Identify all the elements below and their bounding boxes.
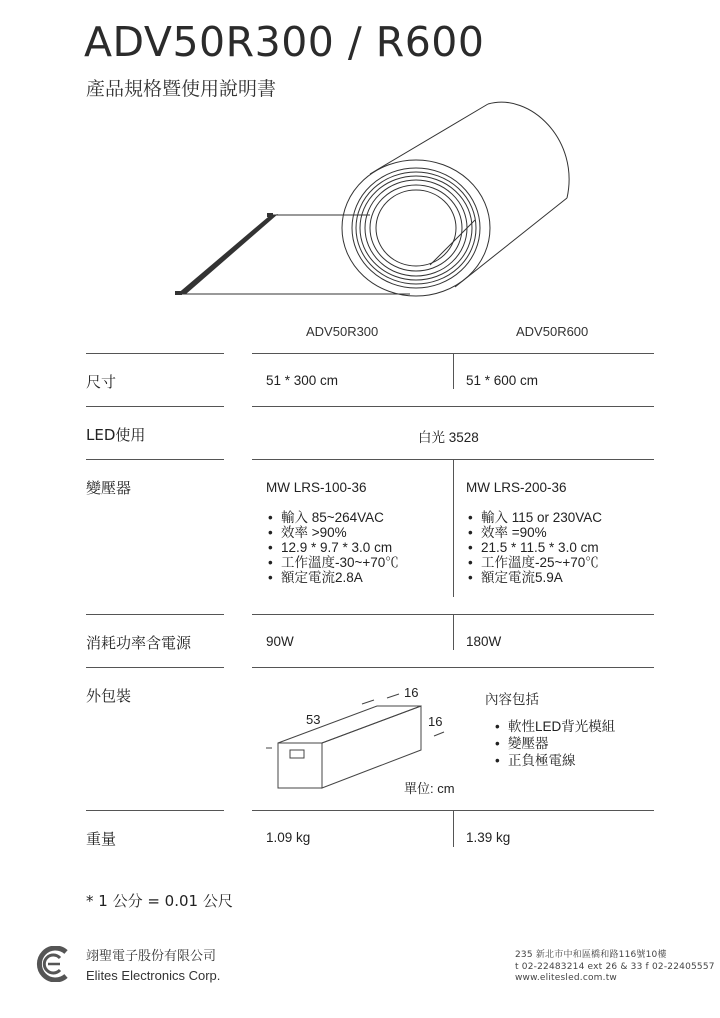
company-website[interactable]: www.elitesled.com.tw — [515, 973, 617, 983]
roll-ring-3 — [360, 176, 472, 280]
row-label-power: 消耗功率含電源 — [86, 634, 192, 652]
unit-note: * 1 公分 = 0.01 公尺 — [86, 892, 233, 910]
spec-item: • 21.5 * 11.5 * 3.0 cm — [466, 540, 602, 555]
document-subtitle: 產品規格暨使用說明書 — [86, 78, 277, 100]
spec-item: • 額定電流5.9A — [466, 570, 602, 585]
contents-item: • 軟性LED背光模組 — [493, 718, 615, 735]
spec-item: • 12.9 * 9.7 * 3.0 cm — [266, 540, 399, 555]
package-dim-side: 16 — [428, 714, 443, 729]
spec-item: • 效率 =90% — [466, 525, 602, 540]
contents-item: • 正負極電線 — [493, 752, 615, 769]
package-contents-title: 內容包括 — [485, 692, 539, 707]
transformer-model-r300: MW LRS-100-36 — [266, 480, 367, 495]
rule-label-2 — [86, 406, 224, 407]
contact-block — [515, 950, 715, 985]
sheet-corner-top — [267, 213, 273, 217]
rule-label-4 — [86, 614, 224, 615]
power-r600: 180W — [466, 634, 502, 649]
power-r300: 90W — [266, 634, 294, 649]
size-r600: 51 * 600 cm — [466, 373, 539, 388]
document-title: ADV50R300 / R600 — [84, 18, 485, 66]
dim-guide-top — [362, 700, 374, 704]
divider-weight — [453, 810, 454, 847]
roll-ring-6 — [376, 190, 456, 266]
weight-r300: 1.09 kg — [266, 830, 311, 845]
spec-item: • 工作溫度-25~+70℃ — [466, 555, 602, 570]
divider-transformer — [453, 459, 454, 597]
company-logo-icon — [36, 946, 72, 982]
dim-guide-side — [434, 732, 444, 736]
roll-top-edge — [370, 104, 488, 174]
column-header-r300: ADV50R300 — [306, 324, 379, 339]
package-contents-list — [493, 718, 615, 769]
roll-ring-2 — [356, 172, 476, 284]
transformer-specs-r300 — [266, 510, 399, 585]
led-value: 白光 3528 — [418, 430, 479, 445]
rule-label-1 — [86, 353, 224, 354]
sheet-corner-bottom — [175, 291, 182, 295]
led-roll-illustration — [170, 100, 590, 300]
roll-inner-edge — [430, 220, 475, 265]
rule-data-5 — [252, 667, 654, 668]
package-dim-top: 16 — [404, 685, 419, 700]
roll-ring-1 — [352, 168, 480, 288]
column-header-r600: ADV50R600 — [516, 324, 589, 339]
rule-label-6 — [86, 810, 224, 811]
box-side — [322, 706, 421, 788]
rule-data-2 — [252, 406, 654, 407]
sheet-left-line — [178, 216, 270, 294]
row-label-transformer: 變壓器 — [86, 479, 132, 497]
weight-r600: 1.39 kg — [466, 830, 511, 845]
company-name-zh: 翊聖電子股份有限公司 — [86, 949, 217, 964]
company-phone: t 02-22483214 ext 26 & 33 f 02-22405557 — [515, 961, 715, 972]
spec-item: • 額定電流2.8A — [266, 570, 399, 585]
dim-guide-top-2 — [387, 694, 399, 698]
spec-item: • 輸入 85~264VAC — [266, 510, 399, 525]
transformer-specs-r600 — [466, 510, 602, 585]
roll-back-curve — [488, 102, 569, 198]
size-r300: 51 * 300 cm — [266, 373, 339, 388]
roll-ring-5 — [370, 185, 462, 271]
row-label-package: 外包裝 — [86, 687, 132, 705]
spec-item: • 輸入 115 or 230VAC — [466, 510, 602, 525]
transformer-model-r600: MW LRS-200-36 — [466, 480, 567, 495]
package-unit: 單位: cm — [404, 781, 455, 796]
rule-label-5 — [86, 667, 224, 668]
box-label-icon — [290, 750, 304, 758]
roll-bottom-edge — [455, 198, 567, 287]
sheet-edge-top — [178, 214, 278, 294]
company-name-en: Elites Electronics Corp. — [86, 968, 221, 983]
company-name-block — [86, 947, 220, 985]
contents-item: • 變壓器 — [493, 735, 615, 752]
company-address: 235 新北市中和區橋和路116號10樓 — [515, 950, 667, 960]
spec-item: • 效率 >90% — [266, 525, 399, 540]
package-dim-length: 53 — [306, 712, 321, 727]
box-top — [278, 706, 421, 743]
spec-item: • 工作溫度-30~+70℃ — [266, 555, 399, 570]
row-label-weight: 重量 — [86, 830, 117, 848]
rule-label-3 — [86, 459, 224, 460]
divider-size — [453, 353, 454, 389]
row-label-size: 尺寸 — [86, 373, 117, 391]
divider-power — [453, 614, 454, 650]
roll-ring-4 — [365, 180, 467, 276]
row-label-led: LED使用 — [86, 426, 146, 444]
